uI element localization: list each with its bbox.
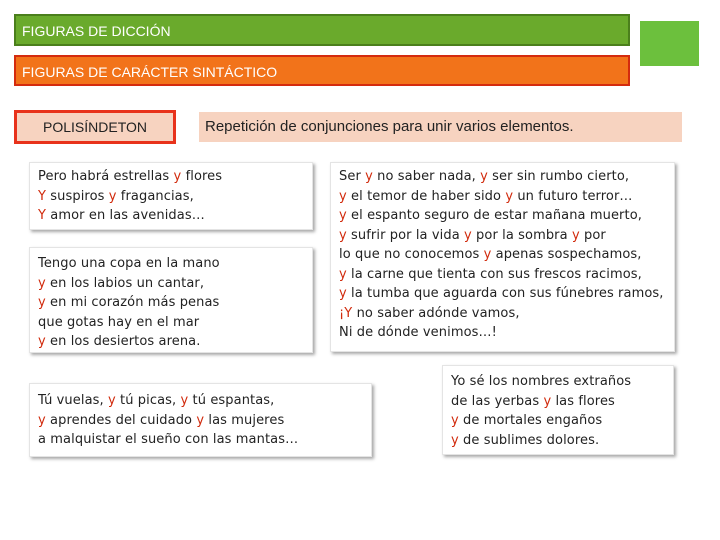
conjunction-highlight: Y	[38, 188, 47, 204]
verse-text: no saber nada,	[372, 169, 481, 184]
verse-text: que gotas hay en el mar	[38, 314, 200, 330]
verse-line	[339, 304, 666, 324]
conjunction-highlight: y	[196, 412, 205, 428]
conjunction-highlight: y	[543, 393, 552, 409]
example-box-5	[442, 365, 674, 455]
verse-text: la tumba que aguarda con sus fúnebres ramos,	[346, 286, 664, 301]
verse-line	[339, 265, 666, 285]
verse-text: Tengo una copa en la mano	[38, 256, 220, 271]
verse-line	[451, 392, 665, 412]
verse-line	[38, 167, 304, 187]
conjunction-highlight: y	[451, 432, 459, 448]
verse-line	[38, 206, 304, 226]
example-box-1	[29, 162, 313, 230]
verse-text: apenas sospechamos,	[491, 247, 642, 262]
conjunction-highlight: y	[483, 247, 492, 262]
verse-line	[38, 293, 304, 313]
example-box-4	[29, 383, 372, 457]
verse-line	[38, 332, 304, 352]
verse-line	[38, 411, 363, 431]
verse-text: el temor de haber sido	[346, 188, 506, 204]
decorative-green-square	[640, 21, 699, 66]
verse-text: lo que no conocemos	[339, 247, 484, 262]
conjunction-highlight: y	[505, 188, 514, 204]
example-box-2	[29, 247, 313, 353]
verse-text: de las yerbas	[451, 393, 544, 409]
conjunction-highlight: y	[38, 412, 46, 428]
verse-text: amor en las avenidas…	[46, 208, 205, 223]
verse-line	[339, 245, 666, 265]
conjunction-highlight: y	[571, 227, 580, 243]
verse-text: suspiros	[46, 188, 109, 204]
verse-line	[38, 274, 304, 294]
verse-text: Ser	[339, 169, 366, 184]
verse-text: Yo sé los nombres extraños	[451, 374, 632, 389]
verse-text: flores	[181, 169, 223, 184]
verse-text: de mortales engaños	[458, 413, 603, 428]
verse-text: por la sombra	[471, 227, 572, 243]
conjunction-highlight: y	[180, 393, 189, 408]
verse-line	[451, 372, 665, 392]
conjunction-highlight: ¡Y	[339, 305, 353, 321]
example-box-3	[330, 162, 675, 352]
verse-text: las flores	[551, 393, 615, 409]
verse-text: Ni de dónde venimos…!	[339, 325, 497, 340]
verse-text: en mi corazón más penas	[45, 295, 220, 310]
verse-text: las mujeres	[204, 412, 285, 428]
verse-text: no saber adónde vamos,	[352, 305, 520, 321]
conjunction-highlight: y	[339, 227, 347, 243]
conjunction-highlight: y	[108, 188, 117, 204]
conjunction-highlight: y	[38, 275, 46, 291]
verse-text: Pero habrá estrellas	[38, 169, 174, 184]
conjunction-highlight: y	[38, 334, 46, 349]
conjunction-highlight: Y	[38, 208, 47, 223]
verse-text: a malquistar el sueño con las mantas…	[38, 432, 299, 447]
conjunction-highlight: y	[38, 295, 46, 310]
conjunction-highlight: y	[451, 413, 459, 428]
figure-definition: Repetición de conjunciones para unir varios elementos.	[199, 112, 682, 142]
verse-line	[339, 284, 666, 304]
verse-text: tú espantas,	[188, 393, 275, 408]
verse-line	[38, 430, 363, 450]
verse-line	[38, 254, 304, 274]
conjunction-highlight: y	[339, 286, 347, 301]
verse-text: tú picas,	[115, 393, 181, 408]
verse-line	[339, 187, 666, 207]
verse-line	[339, 323, 666, 343]
conjunction-highlight: y	[339, 208, 347, 223]
verse-text: un futuro terror…	[513, 188, 633, 204]
conjunction-highlight: y	[173, 169, 182, 184]
verse-line	[339, 167, 666, 187]
verse-text: en los labios un cantar,	[45, 275, 205, 291]
conjunction-highlight: y	[464, 227, 472, 243]
verse-text: sufrir por la vida	[346, 227, 465, 243]
verse-text: el espanto seguro de estar mañana muerto,	[346, 208, 642, 223]
verse-line	[339, 226, 666, 246]
section-title-diccion: FIGURAS DE DICCIÓN	[14, 14, 630, 46]
verse-text: por	[579, 227, 606, 243]
verse-text: aprendes del cuidado	[45, 412, 197, 428]
verse-text: la carne que tienta con sus frescos racimos,	[346, 266, 642, 282]
verse-line	[38, 187, 304, 207]
verse-line	[38, 313, 304, 333]
verse-line	[451, 411, 665, 431]
verse-text: ser sin rumbo cierto,	[487, 169, 630, 184]
conjunction-highlight: y	[339, 266, 347, 282]
verse-line	[339, 206, 666, 226]
verse-text: de sublimes dolores.	[458, 432, 600, 448]
conjunction-highlight: y	[365, 169, 373, 184]
verse-text: en los desiertos arena.	[45, 334, 201, 349]
verse-line	[451, 431, 665, 451]
verse-text: fragancias,	[116, 188, 194, 204]
verse-text: Tú vuelas,	[38, 393, 108, 408]
verse-line	[38, 391, 363, 411]
conjunction-highlight: y	[480, 169, 488, 184]
conjunction-highlight: y	[108, 393, 116, 408]
conjunction-highlight: y	[339, 188, 347, 204]
figure-name-tag: POLISÍNDETON	[14, 110, 176, 144]
section-title-sintactico: FIGURAS DE CARÁCTER SINTÁCTICO	[14, 55, 630, 86]
